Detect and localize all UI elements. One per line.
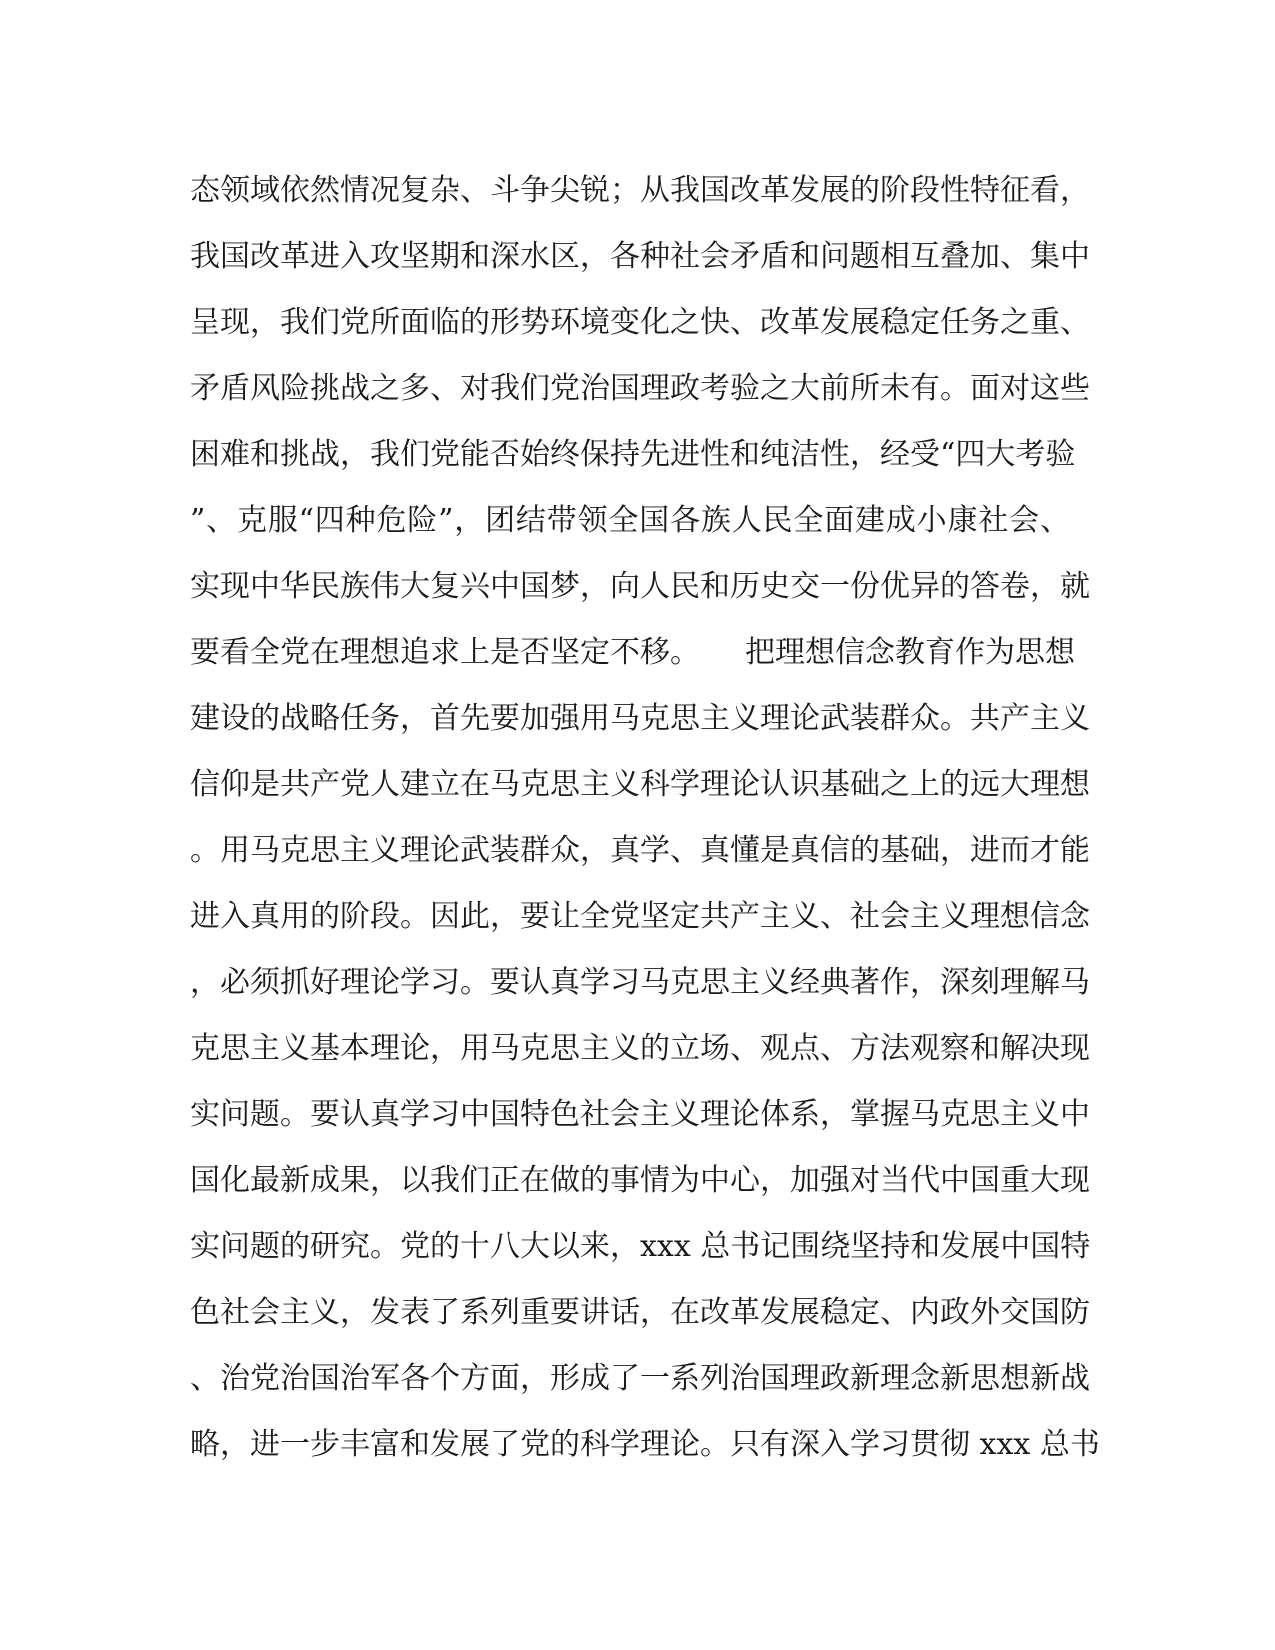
text-line: ，必须抓好理论学习。要认真学习马克思主义经典著作，深刻理解马 xyxy=(190,965,1090,1000)
text-line: 要看全党在理想追求上是否坚定不移。 把理想信念教育作为思想 xyxy=(190,635,1075,670)
text-line: 国化最新成果，以我们正在做的事情为中心，加强对当代中国重大现 xyxy=(190,1163,1090,1198)
text-line: 困难和挑战，我们党能否始终保持先进性和纯洁性，经受“四大考验 xyxy=(190,437,1076,472)
text-line: 克思主义基本理论，用马克思主义的立场、观点、方法观察和解决现 xyxy=(190,1031,1090,1066)
text-line: 实问题的研究。党的十八大以来，xxx 总书记围绕坚持和发展中国特 xyxy=(190,1229,1091,1264)
text-line: 信仰是共产党人建立在马克思主义科学理论认识基础之上的远大理想 xyxy=(190,767,1090,802)
text-line: 进入真用的阶段。因此，要让全党坚定共产主义、社会主义理想信念 xyxy=(190,899,1090,934)
text-line: 建设的战略任务，首先要加强用马克思主义理论武装群众。共产主义 xyxy=(190,701,1090,736)
text-line: 实问题。要认真学习中国特色社会主义理论体系，掌握马克思主义中 xyxy=(190,1097,1090,1132)
body-text xyxy=(190,158,1100,1478)
text-line: 呈现，我们党所面临的形势环境变化之快、改革发展稳定任务之重、 xyxy=(190,305,1090,340)
text-line: 实现中华民族伟大复兴中国梦，向人民和历史交一份优异的答卷，就 xyxy=(190,569,1090,604)
text-line: 。用马克思主义理论武装群众，真学、真懂是真信的基础，进而才能 xyxy=(190,833,1090,868)
text-line: 态领域依然情况复杂、斗争尖锐；从我国改革发展的阶段性特征看， xyxy=(190,173,1090,208)
text-line: 矛盾风险挑战之多、对我们党治国理政考验之大前所未有。面对这些 xyxy=(190,371,1090,406)
text-line: 略，进一步丰富和发展了党的科学理论。只有深入学习贯彻 xxx 总书 xyxy=(190,1427,1100,1462)
text-line: 、治党治国治军各个方面，形成了一系列治国理政新理念新思想新战 xyxy=(190,1361,1090,1396)
text-line: 我国改革进入攻坚期和深水区，各种社会矛盾和问题相互叠加、集中 xyxy=(190,239,1090,274)
text-line: ”、克服“四种危险”，团结带领全国各族人民全面建成小康社会、 xyxy=(190,503,1070,538)
text-line: 色社会主义，发表了系列重要讲话，在改革发展稳定、内政外交国防 xyxy=(190,1295,1090,1330)
